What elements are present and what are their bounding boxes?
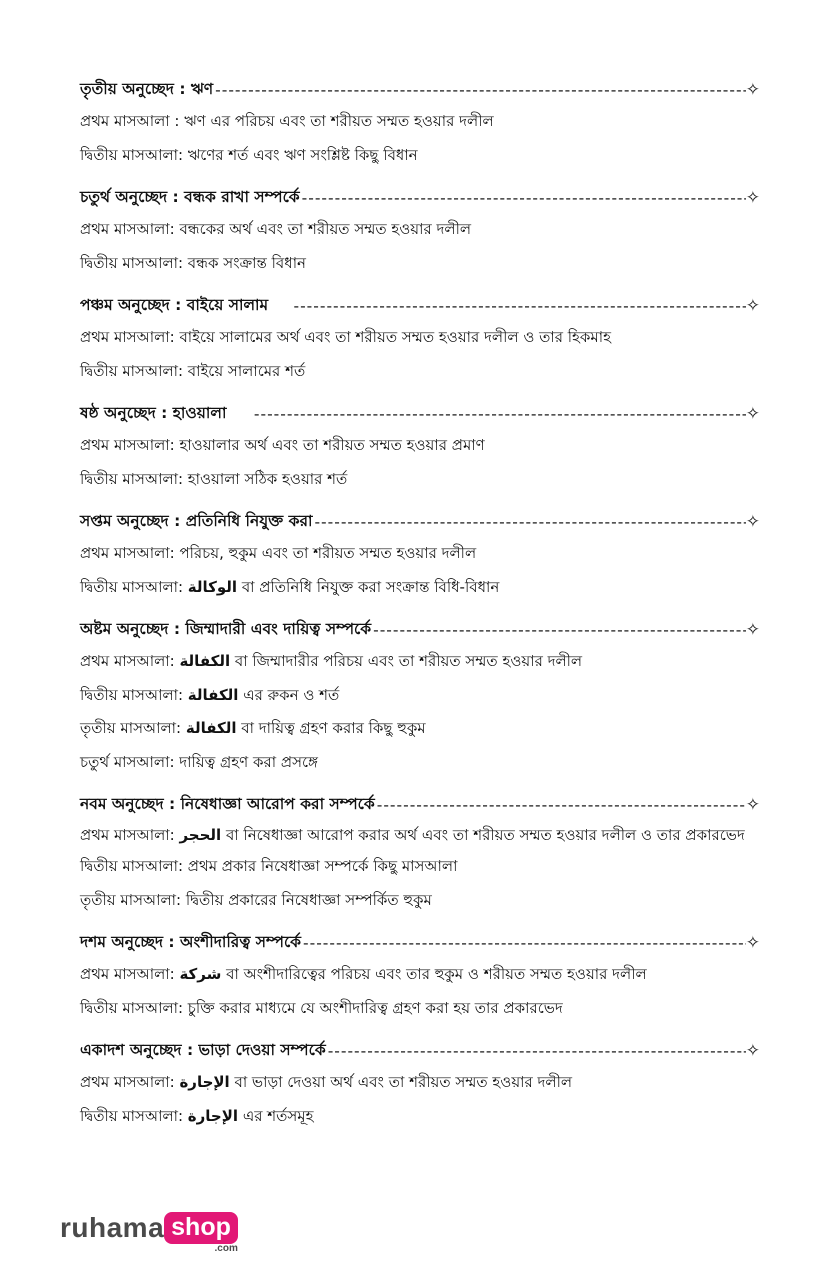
star-icon: ✧ [745, 403, 760, 424]
dash-leader [326, 1042, 746, 1060]
logo-ruhama-text: ruhama [60, 1212, 165, 1243]
masala-item: তৃতীয় মাসআলা: দ্বিতীয় প্রকারের নিষেধাজ্ঞা সম্পর্কিত হুকুম [80, 890, 432, 909]
masala-item: প্রথম মাসআলা: পরিচয়, হুকুম এবং তা শরীয়ত সম্মত হওয়ার দলীল [80, 544, 477, 562]
chapter-title: ষষ্ঠ অনুচ্ছেদ : হাওয়ালা [80, 403, 227, 422]
masala-label: তৃতীয় মাসআলা: [80, 719, 186, 737]
chapter-heading [80, 927, 760, 958]
chapter-section [80, 789, 760, 917]
masala-label: দ্বিতীয় মাসআলা: [80, 685, 188, 704]
chapter-section [80, 506, 760, 604]
star-icon: ✧ [745, 79, 760, 100]
arabic-term: الحجر [179, 826, 222, 844]
masala-text: বা অংশীদারিত্বের পরিচয় এবং তার হুকুম ও শরীয়ত সম্মত হওয়ার দলীল [221, 965, 647, 983]
chapter-heading [80, 398, 760, 429]
star-icon: ✧ [745, 187, 760, 208]
logo-shop-box [164, 1212, 238, 1254]
chapter-section [80, 927, 760, 1025]
masala-item: প্রথম মাসআলা: হাওয়ালার অর্থ এবং তা শরীয়ত সম্মত হওয়ার প্রমাণ [80, 436, 485, 454]
masala-text: বা নিষেধাজ্ঞা আরোপ করার অর্থ এবং তা শরীয়ত সম্মত হওয়ার দলীল ও তার প্রকারভেদ [221, 826, 745, 844]
arabic-term: الكفالة [187, 685, 239, 704]
masala-text: বা প্রতিনিধি নিযুক্ত করা সংক্রান্ত বিধি-বিধান [237, 577, 500, 596]
chapter-title: একাদশ অনুচ্ছেদ : ভাড়া দেওয়া সম্পর্কে [80, 1040, 326, 1059]
star-icon: ✧ [745, 295, 760, 316]
masala-label: প্রথম মাসআলা: [80, 652, 180, 670]
chapter-heading [80, 789, 760, 820]
masala-text: বা দায়িত্ব গ্রহণ করার কিছু হুকুম [236, 719, 426, 737]
masala-item [80, 571, 760, 605]
arabic-term: الوكالة [187, 577, 238, 596]
chapter-section [80, 1035, 760, 1133]
masala-item: দ্বিতীয় মাসআলা: বাইয়ে সালামের শর্ত [80, 361, 306, 380]
masala-item: দ্বিতীয় মাসআলা: হাওয়ালা সঠিক হওয়ার শর্ত [80, 469, 348, 488]
chapter-section [80, 614, 760, 779]
arabic-term: الإجارة [179, 1073, 230, 1091]
masala-item: দ্বিতীয় মাসআলা: চুক্তি করার মাধ্যমে যে অংশীদারিত্ব গ্রহণ করা হয় তার প্রকারভেদ [80, 998, 563, 1017]
masala-item: প্রথম মাসআলা: বন্ধকের অর্থ এবং তা শরীয়ত সম্মত হওয়ার দলীল [80, 220, 472, 238]
ruhamashop-logo [60, 1212, 238, 1254]
masala-item [80, 1066, 760, 1100]
dash-leader [300, 189, 746, 207]
chapter-section [80, 182, 760, 280]
chapter-title: নবম অনুচ্ছেদ : নিষেধাজ্ঞা আরোপ করা সম্পর্কে [80, 794, 375, 813]
chapter-heading [80, 74, 760, 105]
masala-item: দ্বিতীয় মাসআলা: বন্ধক সংক্রান্ত বিধান [80, 253, 306, 272]
star-icon: ✧ [745, 794, 760, 815]
masala-item [80, 958, 760, 992]
chapter-title: অষ্টম অনুচ্ছেদ : জিম্মাদারী এবং দায়িত্ব সম্পর্কে [80, 619, 372, 638]
masala-item: প্রথম মাসআলা: বাইয়ে সালামের অর্থ এবং তা শরীয়ত সম্মত হওয়ার দলীল ও তার হিকমাহ [80, 328, 611, 346]
chapter-section [80, 290, 760, 388]
dash-leader [292, 297, 746, 315]
masala-label: প্রথম মাসআলা: [80, 826, 180, 844]
masala-label: দ্বিতীয় মাসআলা: [80, 1106, 188, 1125]
dash-leader [371, 621, 746, 639]
chapter-title: পঞ্চম অনুচ্ছেদ : বাইয়ে সালাম [80, 295, 269, 314]
table-of-contents [80, 74, 760, 1143]
masala-text: এর রুকন ও শর্ত [238, 685, 340, 704]
masala-item [80, 1100, 760, 1134]
arabic-term: الكفالة [185, 719, 237, 737]
masala-label: প্রথম মাসআলা: [80, 965, 180, 983]
masala-item: দ্বিতীয় মাসআলা: ঋণের শর্ত এবং ঋণ সংশ্লিষ্ট কিছু বিধান [80, 145, 418, 164]
chapter-title: দশম অনুচ্ছেদ : অংশীদারিত্ব সম্পর্কে [80, 932, 302, 951]
dash-leader [312, 513, 745, 531]
chapter-heading [80, 182, 760, 213]
masala-item [80, 645, 760, 679]
arabic-term: الكفالة [179, 652, 231, 670]
chapter-heading [80, 614, 760, 645]
dash-leader [375, 796, 746, 814]
masala-text: এর শর্তসমূহ [238, 1106, 314, 1125]
masala-item: দ্বিতীয় মাসআলা: প্রথম প্রকার নিষেধাজ্ঞা সম্পর্কে কিছু মাসআলা [80, 857, 458, 875]
arabic-term: شركة [179, 965, 222, 983]
chapter-title: তৃতীয় অনুচ্ছেদ : ঋণ [80, 79, 214, 98]
chapter-section [80, 398, 760, 496]
dash-leader [301, 934, 746, 952]
masala-label: দ্বিতীয় মাসআলা: [80, 577, 188, 596]
star-icon: ✧ [745, 511, 760, 532]
masala-text: বা জিম্মাদারীর পরিচয় এবং তা শরীয়ত সম্মত হওয়ার দলীল [230, 652, 583, 670]
star-icon: ✧ [745, 932, 760, 953]
chapter-heading [80, 506, 760, 537]
masala-item [80, 820, 760, 850]
star-icon: ✧ [745, 619, 760, 640]
masala-label: প্রথম মাসআলা: [80, 1073, 180, 1091]
chapter-title: সপ্তম অনুচ্ছেদ : প্রতিনিধি নিযুক্ত করা [80, 511, 313, 530]
masala-item [80, 679, 760, 713]
masala-item: চতুর্থ মাসআলা: দায়িত্ব গ্রহণ করা প্রসঙ্গে [80, 752, 318, 771]
chapter-title: চতুর্থ অনুচ্ছেদ : বন্ধক রাখা সম্পর্কে [80, 187, 300, 206]
dash-leader [213, 81, 746, 99]
masala-item: প্রথম মাসআলা : ঋণ এর পরিচয় এবং তা শরীয়ত সম্মত হওয়ার দলীল [80, 112, 494, 130]
masala-item [80, 712, 760, 746]
masala-text: বা ভাড়া দেওয়া অর্থ এবং তা শরীয়ত সম্মত হওয়ার দলীল [229, 1073, 573, 1091]
chapter-heading [80, 290, 760, 321]
star-icon: ✧ [745, 1040, 760, 1061]
chapter-heading [80, 1035, 760, 1066]
dash-leader [252, 405, 746, 423]
logo-com-text: .com [214, 1243, 238, 1254]
chapter-section [80, 74, 760, 172]
logo-shop-text: shop [164, 1212, 238, 1244]
arabic-term: الإجارة [187, 1106, 239, 1125]
